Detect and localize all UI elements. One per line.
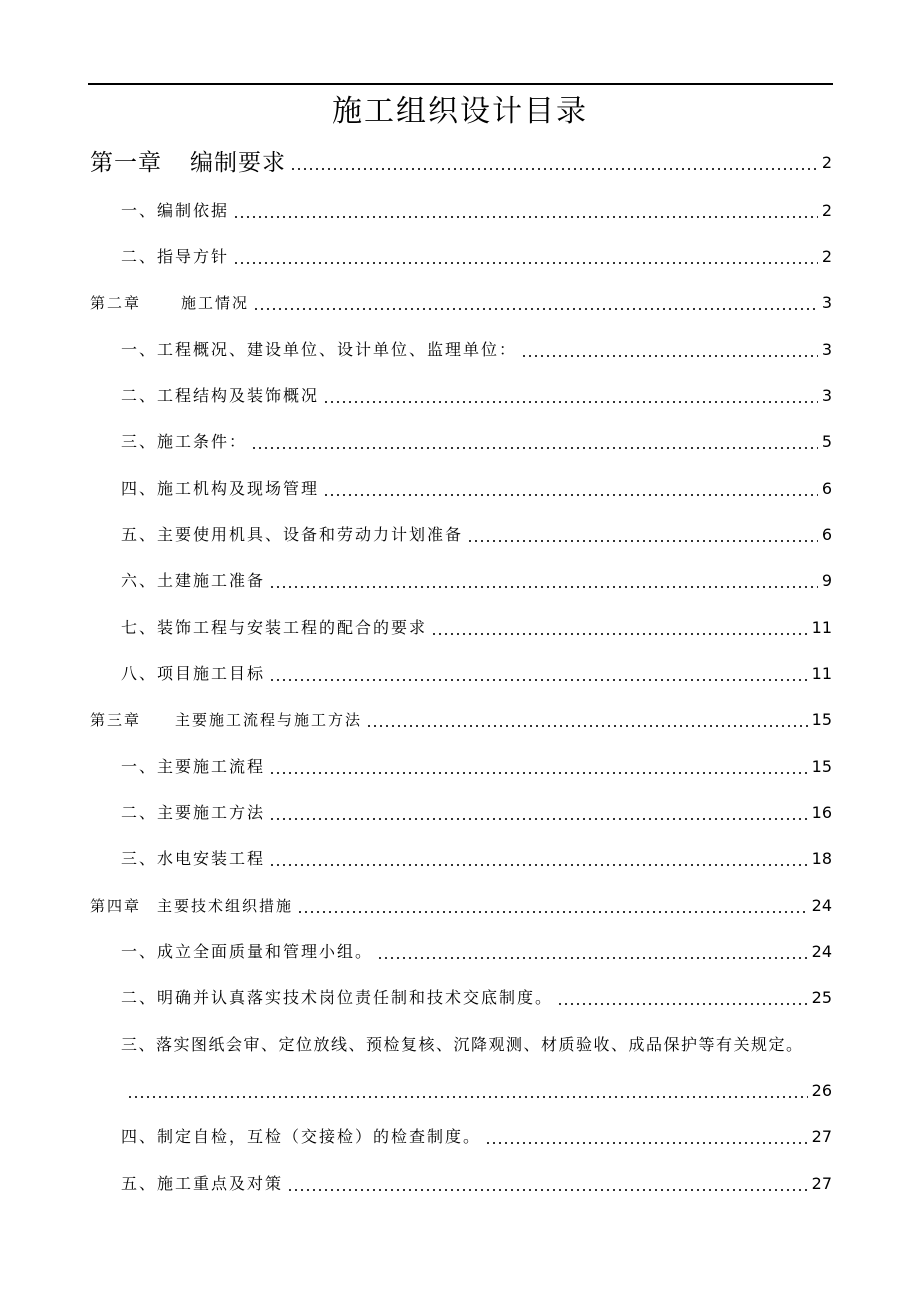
toc-leader-dots <box>557 1003 808 1005</box>
toc-leader-dots <box>233 262 818 264</box>
toc-leader-dots <box>251 447 818 449</box>
toc-page-number: 3 <box>821 386 832 405</box>
toc-chapter-label: 第一章 <box>90 150 162 176</box>
toc-page-number: 3 <box>821 340 832 359</box>
toc-entry[interactable] <box>121 1169 832 1199</box>
toc-page-number: 25 <box>811 988 832 1007</box>
toc-leader-dots <box>269 818 808 820</box>
toc-section-title: 三、水电安装工程 <box>121 849 266 868</box>
toc-leader-dots <box>521 355 818 357</box>
toc-leader-dots <box>431 633 808 635</box>
toc-leader-dots <box>297 911 808 913</box>
toc-section-title: 一、工程概况、建设单位、设计单位、监理单位： <box>121 340 518 359</box>
toc-entry[interactable] <box>121 798 832 828</box>
document-title: 施工组织设计目录 <box>332 94 588 129</box>
toc-entry[interactable] <box>121 1122 832 1152</box>
toc-leader-dots <box>485 1142 808 1144</box>
toc-entry[interactable] <box>90 288 832 318</box>
toc-section-title: 二、工程结构及装饰概况 <box>121 386 320 405</box>
toc-page-number: 6 <box>821 479 832 498</box>
toc-section-title: 一、成立全面质量和管理小组。 <box>121 942 374 961</box>
toc-chapter-label: 第二章 <box>90 294 142 312</box>
toc-leader-dots <box>323 401 818 403</box>
toc-page-number: 3 <box>821 293 832 312</box>
toc-entry[interactable] <box>121 242 832 272</box>
toc-section-title: 一、主要施工流程 <box>121 757 266 776</box>
toc-page-number: 6 <box>821 525 832 544</box>
toc-leader-dots <box>127 1096 808 1098</box>
toc-entry[interactable] <box>121 752 832 782</box>
toc-chapter-title: 编制要求 <box>190 150 286 176</box>
toc-leader-dots <box>377 957 808 959</box>
toc-chapter-title: 主要技术组织措施 <box>157 897 294 915</box>
toc-entry-continuation[interactable] <box>121 1076 832 1106</box>
toc-entry[interactable] <box>121 520 832 550</box>
toc-entry[interactable] <box>121 983 832 1013</box>
toc-entry[interactable] <box>121 937 832 967</box>
toc-section-title: 五、施工重点及对策 <box>121 1174 284 1193</box>
toc-page-number: 24 <box>811 942 832 961</box>
toc-page-number: 26 <box>811 1081 832 1100</box>
toc-section-title: 二、主要施工方法 <box>121 803 266 822</box>
toc-entry[interactable] <box>121 613 832 643</box>
toc-entry[interactable] <box>121 474 832 504</box>
toc-leader-dots <box>269 864 808 866</box>
toc-entry[interactable] <box>121 1030 832 1060</box>
toc-leader-dots <box>269 586 818 588</box>
toc-chapter-title: 主要施工流程与施工方法 <box>175 711 363 729</box>
toc-leader-dots <box>269 679 808 681</box>
toc-entry[interactable] <box>90 891 832 921</box>
toc-page-number: 9 <box>821 571 832 590</box>
toc-leader-dots <box>233 216 818 218</box>
toc-section-title: 三、落实图纸会审、定位放线、预检复核、沉降观测、材质验收、成品保护等有关规定。 <box>121 1035 804 1054</box>
toc-page-number: 2 <box>821 247 832 266</box>
toc-section-title: 四、制定自检，互检（交接检）的检查制度。 <box>121 1127 482 1146</box>
toc-page-number: 18 <box>811 849 832 868</box>
toc-leader-dots <box>323 494 818 496</box>
toc-leader-dots <box>253 308 818 310</box>
toc-page-number: 27 <box>811 1127 832 1146</box>
toc-entry[interactable] <box>121 659 832 689</box>
toc-leader-dots <box>287 1189 808 1191</box>
toc-chapter-title: 施工情况 <box>181 294 250 312</box>
toc-page-number: 5 <box>821 432 832 451</box>
toc-entry[interactable] <box>121 566 832 596</box>
toc-section-title: 二、明确并认真落实技术岗位责任制和技术交底制度。 <box>121 988 554 1007</box>
toc-page-number: 16 <box>811 803 832 822</box>
toc-leader-dots <box>366 725 808 727</box>
toc-entry[interactable] <box>121 844 832 874</box>
toc-entry[interactable] <box>90 705 832 735</box>
toc-page-number: 24 <box>811 896 832 915</box>
toc-section-title: 八、项目施工目标 <box>121 664 266 683</box>
toc-section-title: 四、施工机构及现场管理 <box>121 479 320 498</box>
toc-entry[interactable] <box>121 196 832 226</box>
toc-section-title: 三、施工条件： <box>121 432 248 451</box>
toc-section-title: 二、指导方针 <box>121 247 230 266</box>
toc-section-title: 七、装饰工程与安装工程的配合的要求 <box>121 618 428 637</box>
toc-leader-dots <box>269 772 808 774</box>
toc-page-number: 15 <box>811 757 832 776</box>
toc-chapter-label: 第三章 <box>90 711 142 729</box>
toc-page-number: 2 <box>821 201 832 220</box>
toc-page-number: 11 <box>811 618 832 637</box>
toc-entry[interactable] <box>121 427 832 457</box>
toc-entry[interactable] <box>121 381 832 411</box>
toc-page-number: 15 <box>811 710 832 729</box>
toc-entry[interactable] <box>90 148 832 178</box>
toc-chapter-label: 第四章 <box>90 897 142 915</box>
toc-section-title: 六、土建施工准备 <box>121 571 266 590</box>
toc-entry[interactable] <box>121 335 832 365</box>
toc-page-number: 11 <box>811 664 832 683</box>
toc-page-number: 2 <box>821 153 832 172</box>
toc-page-number: 27 <box>811 1174 832 1193</box>
toc-section-title: 一、编制依据 <box>121 201 230 220</box>
toc-section-title: 五、主要使用机具、设备和劳动力计划准备 <box>121 525 464 544</box>
toc-leader-dots <box>467 540 818 542</box>
toc-leader-dots <box>290 168 818 170</box>
